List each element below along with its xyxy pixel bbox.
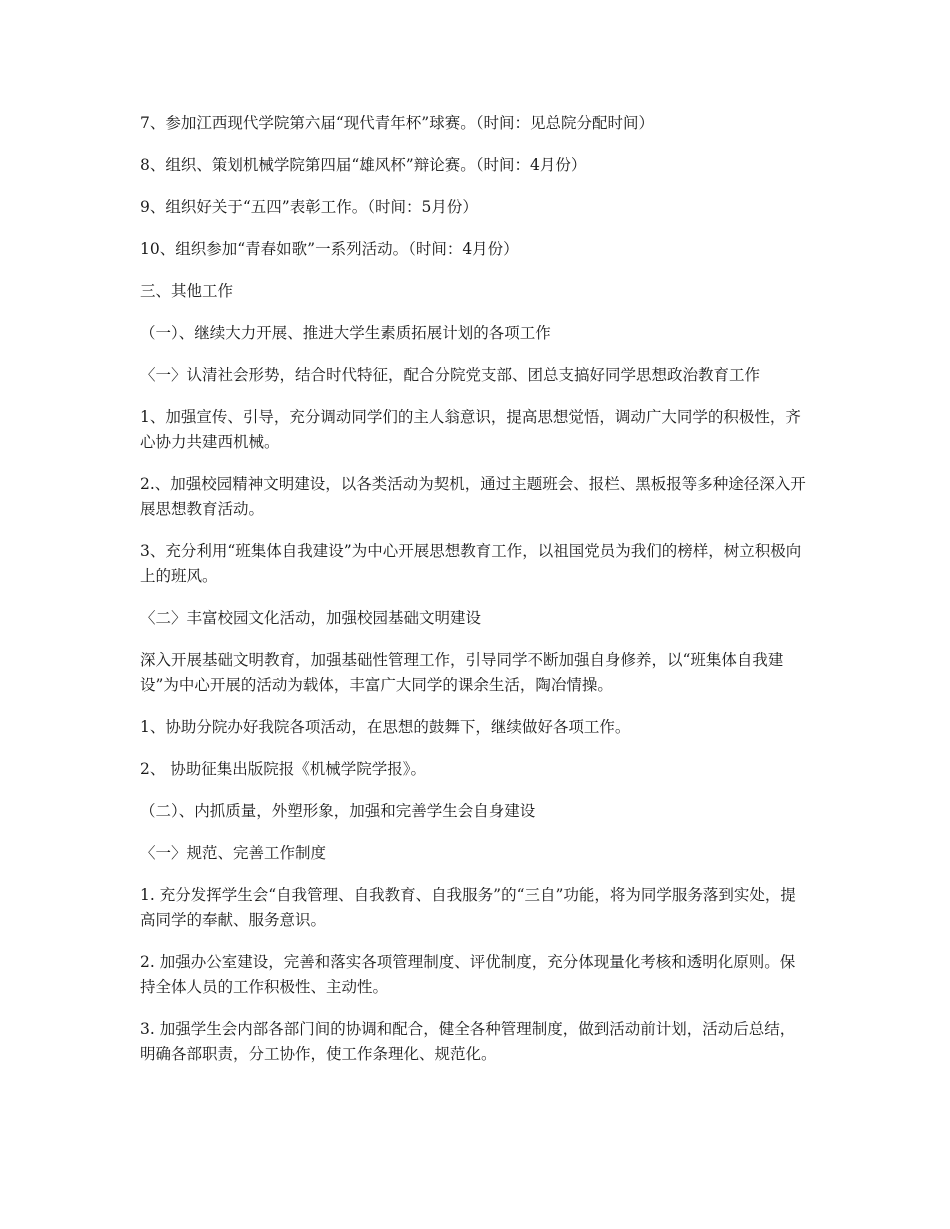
paragraph-item-7-ball-game: 7、参加江西现代学院第六届“现代青年杯”球赛。（时间：见总院分配时间）	[140, 114, 654, 132]
subheading-campus-culture: 〈二〉丰富校园文化活动，加强校园基础文明建设	[140, 609, 482, 627]
subsection-heading-2: （二）、内抓质量，外塑形象，加强和完善学生会自身建设	[140, 802, 536, 820]
paragraph-item-8-debate: 8、组织、策划机械学院第四届“雄风杯”辩论赛。（时间：4月份）	[140, 156, 587, 174]
subheading-work-system: 〈一〉规范、完善工作制度	[140, 844, 327, 862]
section-heading-other-work: 三、其他工作	[140, 282, 234, 300]
subheading-social-situation: 〈一〉认清社会形势，结合时代特征，配合分院党支部、团总支搞好同学思想政治教育工作	[140, 366, 761, 384]
paragraph-item-9-may-fourth: 9、组织好关于“五四”表彰工作。（时间：5月份）	[140, 198, 478, 216]
paragraph-item-10-youth-song: 10、组织参加“青春如歌”一系列活动。（时间：4月份）	[140, 240, 519, 258]
list-item-propaganda: 1、加强宣传、引导，充分调动同学们的主人翁意识，提高思想觉悟，调动广大同学的积极性，齐心协力共建西机械。	[140, 408, 801, 451]
list-item-campus-civilization: 2.、加强校园精神文明建设，以各类活动为契机，通过主题班会、报栏、黑板报等多种途径深入开展思想教育活动。	[140, 475, 806, 518]
list-item-coordination: 3. 加强学生会内部各部门间的协调和配合，健全各种管理制度，做到活动前计划，活动后总结，明确各部职责，分工协作，使工作条理化、规范化。	[140, 1020, 796, 1063]
list-item-class-building: 3、充分利用“班集体自我建设”为中心开展思想教育工作，以祖国党员为我们的榜样，树立积极向上的班风。	[140, 542, 802, 585]
list-item-three-self: 1. 充分发挥学生会“自我管理、自我教育、自我服务”的“三自”功能，将为同学服务落到实处，提高同学的奉献、服务意识。	[140, 886, 796, 929]
list-item-assist-activities: 1、协助分院办好我院各项活动，在思想的鼓舞下，继续做好各项工作。	[140, 718, 631, 736]
document-page	[140, 111, 810, 1084]
paragraph-basic-civilization: 深入开展基础文明教育，加强基础性管理工作，引导同学不断加强自身修养，以“班集体自我建设”为中心开展的活动为载体，丰富广大同学的课余生活，陶冶情操。	[140, 651, 784, 694]
list-item-office-building: 2. 加强办公室建设，完善和落实各项管理制度、评优制度，充分体现量化考核和透明化原则。保持全体人员的工作积极性、主动性。	[140, 953, 796, 996]
subsection-heading-1: （一）、继续大力开展、推进大学生素质拓展计划的各项工作	[140, 324, 551, 342]
list-item-journal: 2、 协助征集出版院报《机械学院学报》。	[140, 760, 427, 778]
